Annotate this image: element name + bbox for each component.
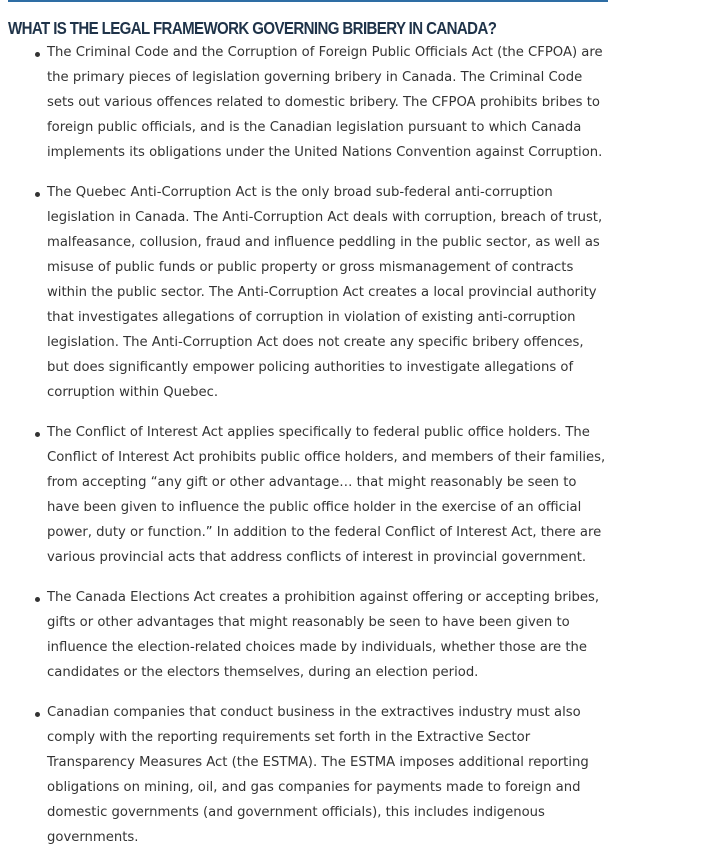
bullet-icon bbox=[35, 432, 40, 437]
framework-list bbox=[0, 40, 610, 853]
list-item bbox=[0, 585, 610, 685]
top-divider bbox=[8, 0, 608, 2]
bullet-icon bbox=[35, 597, 40, 602]
bullet-icon bbox=[35, 192, 40, 197]
list-item-text: The Canada Elections Act creates a prohibition against offering or accepting bribes, gifts or other advantages that might reasonably be seen to have been given to influence the election-related choices made by individuals, whether those are the candidates or the electors themselves, during an election period. bbox=[47, 590, 600, 680]
bullet-icon bbox=[35, 52, 40, 57]
list-item bbox=[0, 420, 610, 570]
bullet-icon bbox=[35, 712, 40, 717]
list-item bbox=[0, 180, 610, 405]
list-item-text: The Quebec Anti-Corruption Act is the only broad sub-federal anti-corruption legislation in Canada. The Anti-Corruption Act deals with corruption, breach of trust, malfeasance, collusion, fraud and influence peddling in the public sector, as well as misuse of public funds or public property or gross mismanagement of contracts within the public sector. The Anti-Corruption Act creates a local provincial authority that investigates allegations of corruption in violation of existing anti-corruption legislation. The Anti-Corruption Act does not create any specific bribery offences, but does significantly empower policing authorities to investigate allegations of corruption within Quebec. bbox=[47, 185, 603, 400]
list-item-text: The Criminal Code and the Corruption of Foreign Public Officials Act (the CFPOA) are the primary pieces of legislation governing bribery in Canada. The Criminal Code sets out various offences related to domestic bribery. The CFPOA prohibits bribes to foreign public officials, and is the Canadian legislation pursuant to which Canada implements its obligations under the United Nations Convention against Corruption. bbox=[47, 45, 603, 160]
list-item-text: Canadian companies that conduct business in the extractives industry must also comply with the reporting requirements set forth in the Extractive Sector Transparency Measures Act (the ESTMA). The ESTMA imposes additional reporting obligations on mining, oil, and gas companies for payments made to foreign and domestic governments (and government officials), this includes indigenous governments. bbox=[47, 705, 589, 845]
list-item bbox=[0, 40, 610, 165]
list-item bbox=[0, 700, 610, 850]
section-heading: WHAT IS THE LEGAL FRAMEWORK GOVERNING BRIBERY IN CANADA? bbox=[8, 18, 497, 38]
list-item-text: The Conflict of Interest Act applies specifically to federal public office holders. The Conflict of Interest Act prohibits public office holders, and members of their families, from accepting “any gift or other advantage… that might reasonably be seen to have been given to influence the public office holder in the exercise of an official power, duty or function.” In addition to the federal Conflict of Interest Act, there are various provincial acts that address conflicts of interest in provincial government. bbox=[47, 425, 606, 565]
